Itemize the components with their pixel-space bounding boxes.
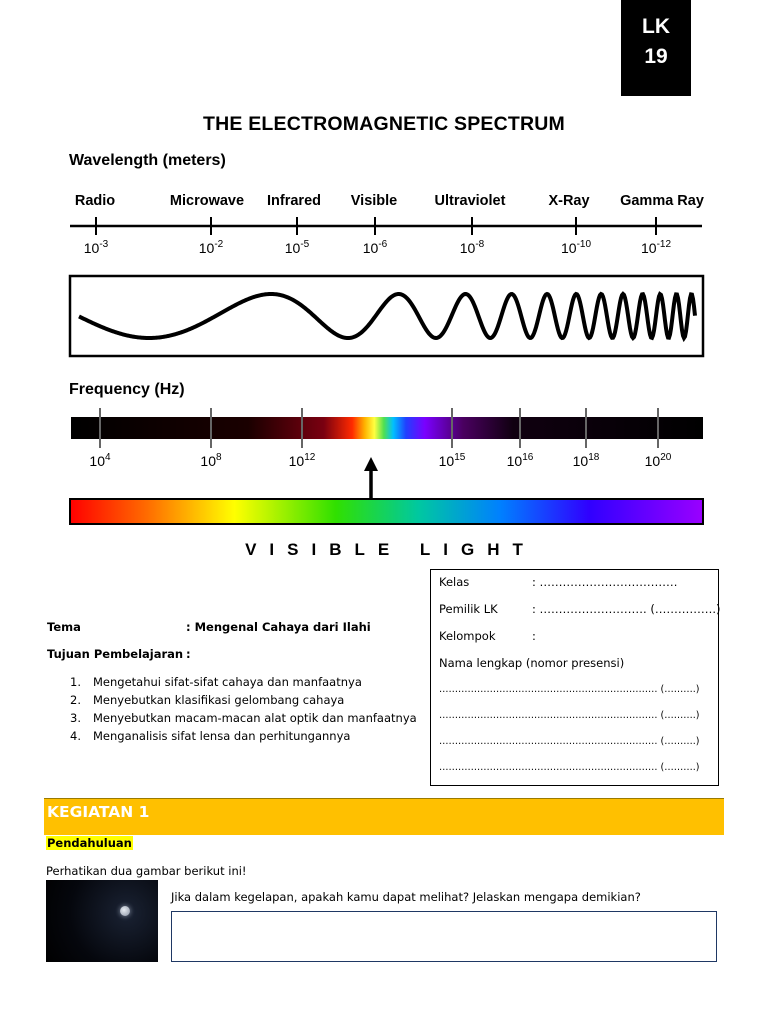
kelompok-field[interactable]: : — [532, 629, 536, 643]
band-label: Infrared — [267, 193, 321, 209]
question-text: Jika dalam kegelapan, apakah kamu dapat melihat? Jelaskan mengapa demikian? — [171, 890, 641, 904]
intro-text: Perhatikan dua gambar berikut ini! — [46, 864, 247, 878]
wavelength-tick-label: $10^{-5}$ — [284, 239, 310, 256]
goal-number: 3. — [70, 711, 81, 725]
goal-item — [70, 673, 417, 691]
kelas-field[interactable]: : ……………………………… — [532, 575, 678, 589]
frequency-band — [71, 417, 703, 439]
answer-box[interactable] — [171, 911, 717, 962]
wavelength-tick-label: $10^{-12}$ — [640, 239, 672, 256]
goal-item — [70, 709, 417, 727]
band-label: Microwave — [169, 193, 245, 209]
visible-light-band — [70, 499, 703, 524]
wavelength-tick-label: $10^{-3}$ — [83, 239, 109, 256]
frequency-tick-label: $10^{12}$ — [288, 452, 316, 469]
visible-arrow-head — [364, 457, 378, 471]
goal-number: 4. — [70, 729, 81, 743]
pemilik-field[interactable]: : ………………………. (…………….) — [532, 602, 721, 616]
band-label: Ultraviolet — [434, 193, 506, 209]
visible-light-label: VISIBLE LIGHT — [245, 540, 536, 559]
identity-box — [430, 569, 719, 786]
tema-label: Tema — [47, 620, 81, 634]
goal-text: Menyebutkan macam-macan alat optik dan manfaatnya — [93, 711, 417, 725]
kelas-label: Kelas — [439, 575, 470, 589]
frequency-tick-label: $10^{18}$ — [572, 452, 600, 469]
frequency-tick-label: $10^4$ — [89, 452, 111, 469]
lk-badge-line2: 19 — [644, 45, 668, 68]
band-label: Gamma Ray — [620, 193, 704, 209]
frequency-tick-label: $10^{16}$ — [506, 452, 534, 469]
goal-text: Menganalisis sifat lensa dan perhitungannya — [93, 729, 351, 743]
name-line-field[interactable]: …………………………………………………………… (……….) — [439, 762, 700, 773]
goal-number: 1. — [70, 675, 81, 689]
nama-label: Nama lengkap (nomor presensi) — [439, 656, 625, 670]
spectrum-title: THE ELECTROMAGNETIC SPECTRUM — [202, 113, 566, 135]
name-line-field[interactable]: …………………………………………………………… (……….) — [439, 710, 700, 721]
moon-icon — [120, 906, 130, 916]
band-label: Radio — [74, 193, 116, 209]
pemilik-label: Pemilik LK — [439, 602, 498, 616]
band-label: Visible — [350, 193, 398, 209]
wavelength-heading: Wavelength (meters) — [69, 152, 226, 169]
goal-item — [70, 691, 417, 709]
band-labels — [75, 193, 704, 209]
tema-value: : Mengenal Cahaya dari Ilahi — [186, 620, 371, 634]
section-heading: Pendahuluan — [47, 836, 132, 850]
goal-item — [70, 727, 417, 745]
goal-text: Mengetahui sifat-sifat cahaya dan manfaatnya — [93, 675, 362, 689]
wavelength-ticks — [84, 217, 672, 256]
lk-badge-line1: LK — [642, 15, 670, 38]
frequency-heading: Frequency (Hz) — [69, 381, 185, 398]
night-sky-image — [46, 880, 158, 962]
name-line-field[interactable]: …………………………………………………………… (……….) — [439, 736, 700, 747]
goals-colon: : — [186, 647, 191, 661]
goals-list — [70, 673, 417, 745]
frequency-tick-label: $10^{15}$ — [438, 452, 466, 469]
wavelength-tick-label: $10^{-8}$ — [459, 239, 485, 256]
frequency-tick-label: $10^{20}$ — [644, 452, 672, 469]
kelompok-label: Kelompok — [439, 629, 496, 643]
goal-number: 2. — [70, 693, 81, 707]
activity-header-bar — [44, 798, 724, 835]
wavelength-tick-label: $10^{-10}$ — [560, 239, 592, 256]
goals-label: Tujuan Pembelajaran — [47, 647, 184, 661]
activity-title: KEGIATAN 1 — [47, 803, 150, 821]
goal-text: Menyebutkan klasifikasi gelombang cahaya — [93, 693, 345, 707]
wavelength-tick-label: $10^{-2}$ — [198, 239, 224, 256]
frequency-tick-label: $10^8$ — [200, 452, 222, 469]
wavelength-tick-label: $10^{-6}$ — [362, 239, 388, 256]
band-label: X-Ray — [548, 193, 590, 209]
name-line-field[interactable]: …………………………………………………………… (……….) — [439, 684, 700, 695]
